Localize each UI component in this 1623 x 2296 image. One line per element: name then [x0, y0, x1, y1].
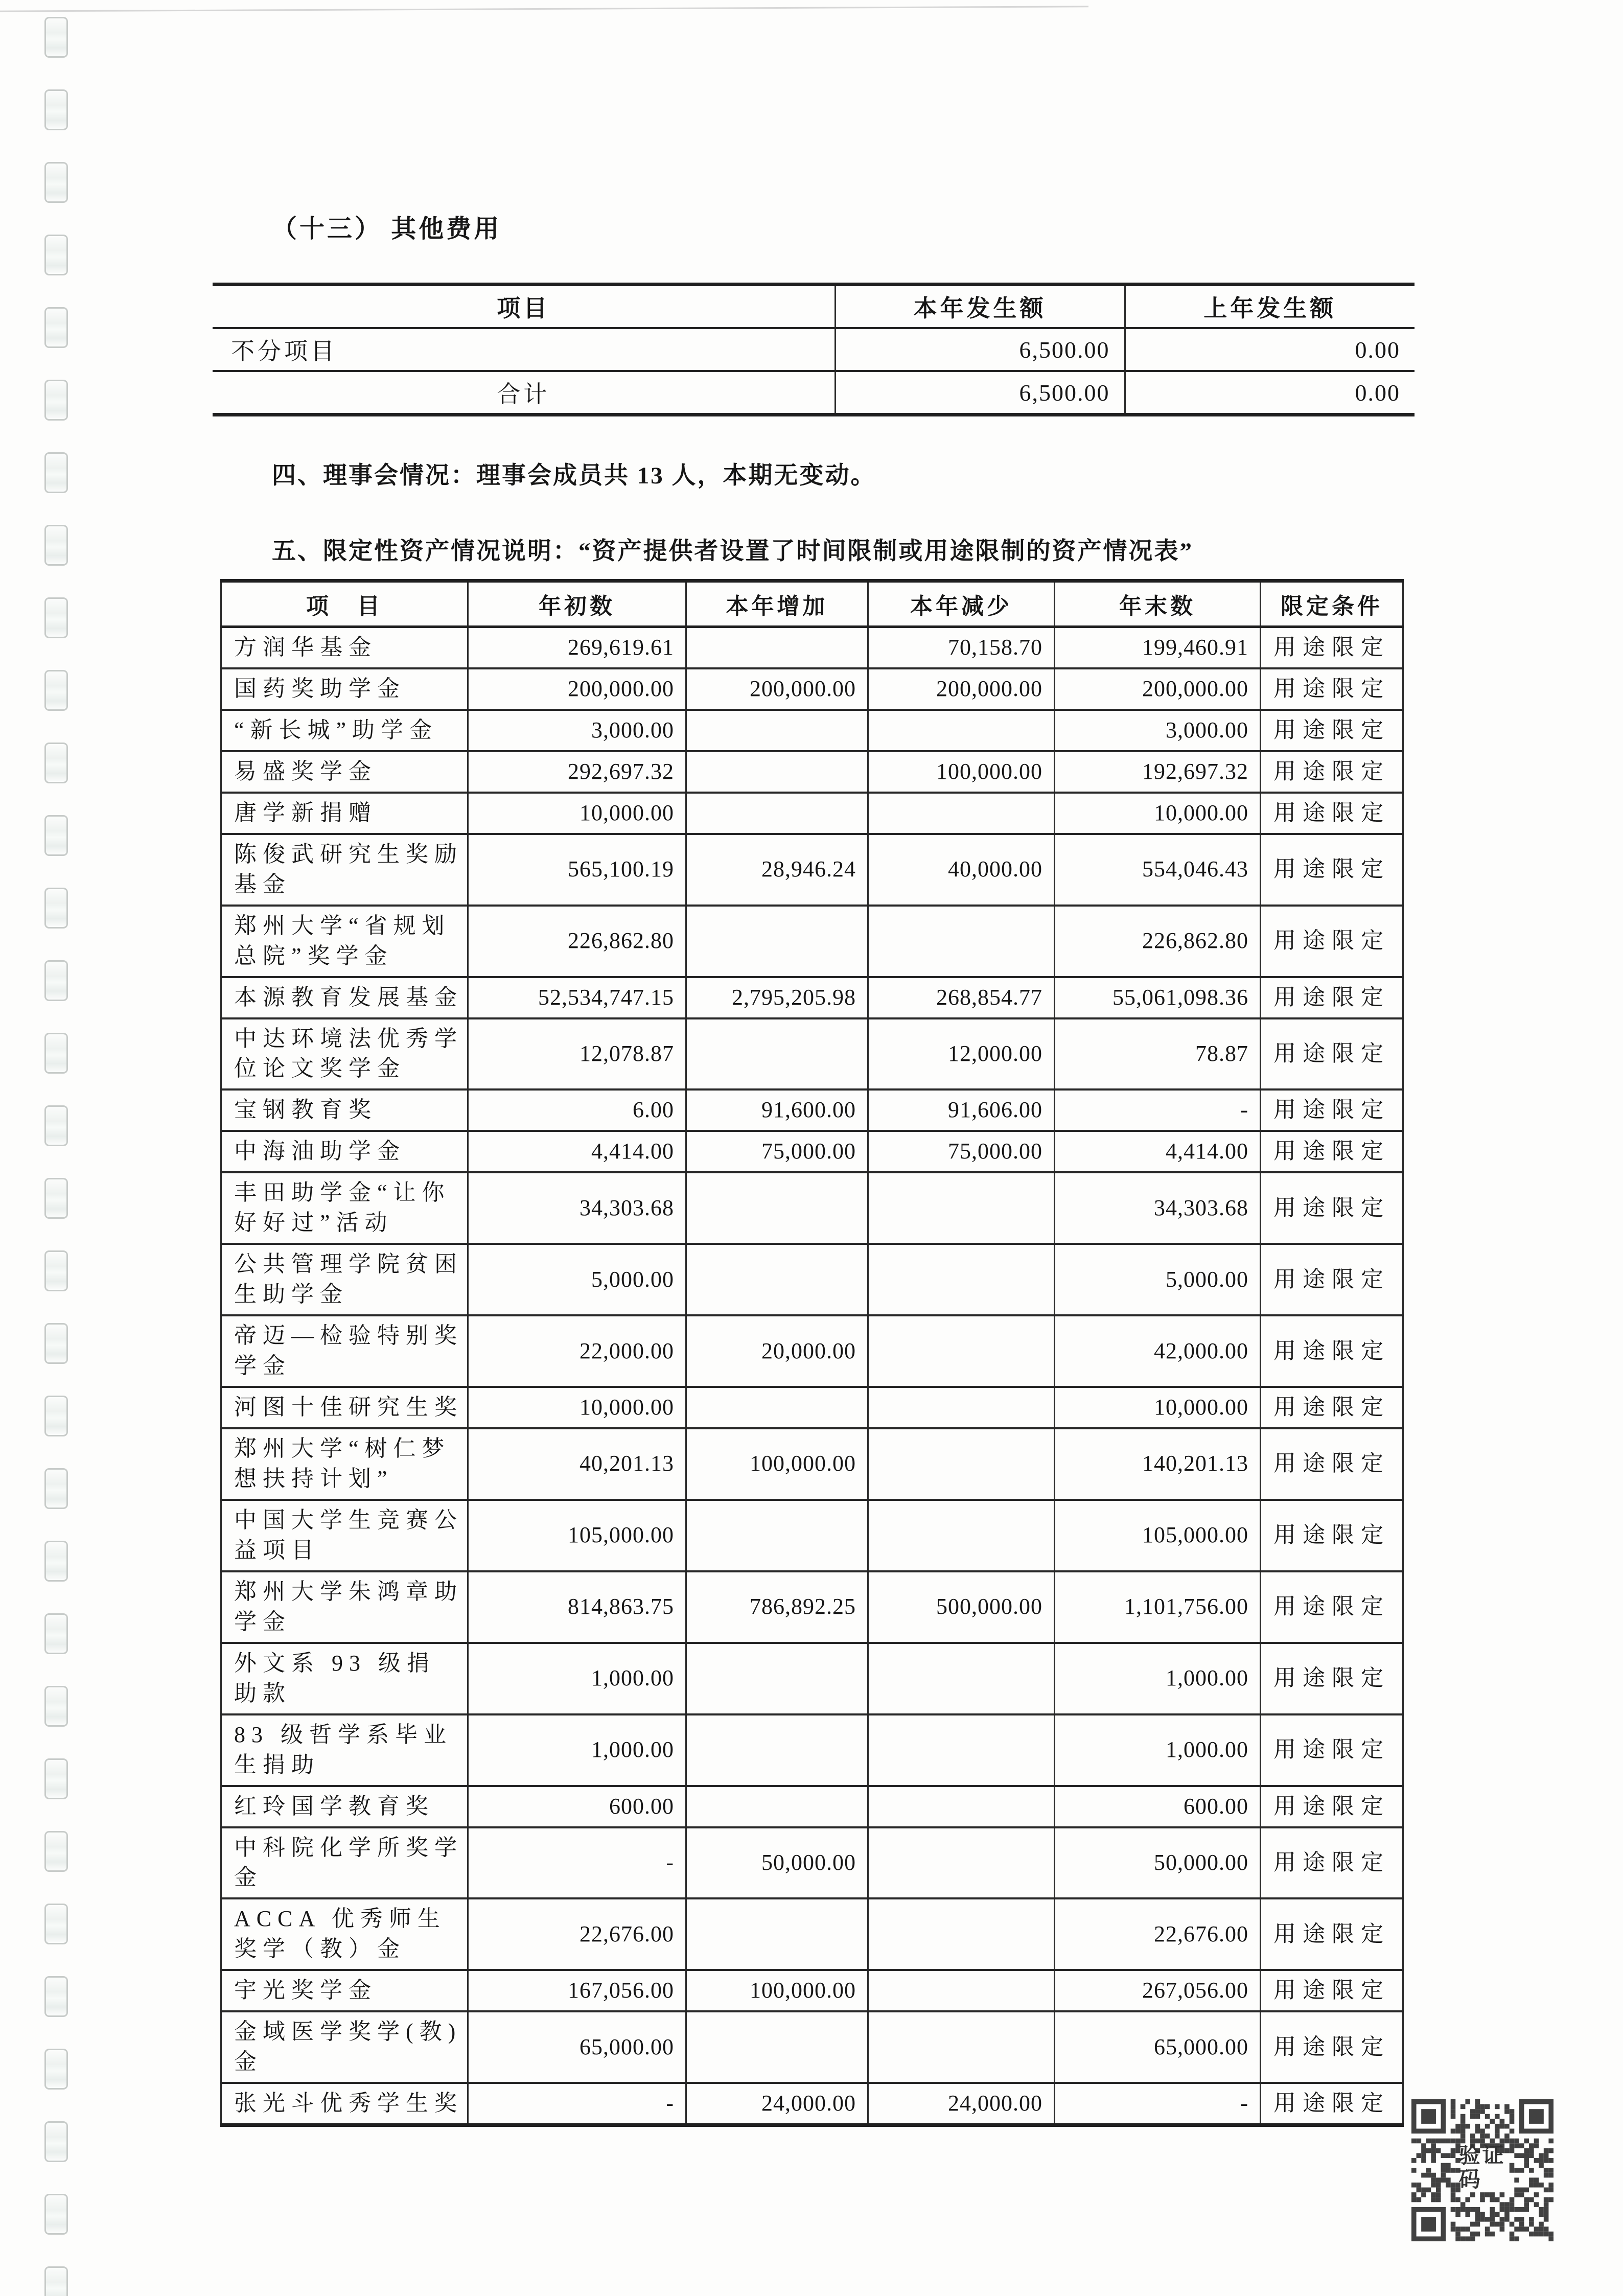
increase-amount: 75,000.00 — [686, 1131, 868, 1172]
restriction-type: 用途限定 — [1261, 1089, 1403, 1131]
prior-year-amount: 0.00 — [1125, 328, 1415, 371]
ending-balance: 1,000.00 — [1055, 1714, 1261, 1786]
ending-balance: 50,000.00 — [1055, 1827, 1261, 1899]
fund-name: 中国大学生竞赛公益项目 — [234, 1507, 463, 1563]
board-note: 四、理事会情况：理事会成员共 13 人，本期无变动。 — [272, 462, 876, 489]
beginning-balance: - — [468, 2083, 686, 2125]
table-row — [221, 1571, 1403, 1643]
binder-hole — [44, 525, 68, 566]
col-header-decrease: 本年减少 — [868, 581, 1055, 627]
beginning-balance: 52,534,747.15 — [468, 977, 686, 1018]
table-row — [221, 1172, 1403, 1244]
table-row — [221, 627, 1403, 668]
beginning-balance: 40,201.13 — [468, 1428, 686, 1500]
increase-amount — [686, 1643, 868, 1714]
binder-hole — [44, 1105, 68, 1146]
decrease-amount: 200,000.00 — [868, 668, 1055, 710]
table-row — [213, 328, 1415, 371]
ending-balance: - — [1055, 1089, 1261, 1131]
other-expenses-table — [213, 283, 1415, 416]
binder-hole — [44, 2121, 68, 2162]
beginning-balance: 565,100.19 — [468, 834, 686, 906]
table-row — [221, 1500, 1403, 1571]
table-row — [221, 906, 1403, 977]
expense-table-body — [213, 328, 1415, 415]
col-header-beginning-balance: 年初数 — [468, 581, 686, 627]
col-header-item: 项目 — [497, 295, 550, 321]
restriction-type: 用途限定 — [1261, 1428, 1403, 1500]
beginning-balance: 12,078.87 — [468, 1018, 686, 1090]
decrease-amount — [868, 1714, 1055, 1786]
fund-name: 郑州大学朱鸿章助学金 — [234, 1579, 463, 1634]
beginning-balance: 226,862.80 — [468, 906, 686, 977]
increase-amount: 2,795,205.98 — [686, 977, 868, 1018]
fund-name: 83 级哲学系毕业生捐助 — [234, 1722, 452, 1777]
increase-amount: 91,600.00 — [686, 1089, 868, 1131]
restriction-type: 用途限定 — [1261, 834, 1403, 906]
fund-name: 本源教育发展基金 — [234, 984, 463, 1010]
ending-balance: 226,862.80 — [1055, 906, 1261, 977]
expense-item: 不分项目 — [231, 338, 337, 364]
increase-amount — [686, 1387, 868, 1428]
binder-hole — [44, 743, 68, 783]
binder-hole — [44, 2049, 68, 2090]
increase-amount: 100,000.00 — [686, 1970, 868, 2011]
increase-amount — [686, 2011, 868, 2083]
increase-amount: 24,000.00 — [686, 2083, 868, 2125]
qr-code-label: 验证码 — [1458, 2144, 1506, 2192]
decrease-amount: 24,000.00 — [868, 2083, 1055, 2125]
restriction-type: 用途限定 — [1261, 906, 1403, 977]
ending-balance: 10,000.00 — [1055, 793, 1261, 834]
beginning-balance: 10,000.00 — [468, 1387, 686, 1428]
table-row — [221, 1643, 1403, 1714]
decrease-amount — [868, 1786, 1055, 1827]
scan-artifact-line — [0, 6, 1088, 12]
beginning-balance: 200,000.00 — [468, 668, 686, 710]
restriction-type: 用途限定 — [1261, 1970, 1403, 2011]
ending-balance: 1,101,756.00 — [1055, 1571, 1261, 1643]
table-header-row — [221, 581, 1403, 627]
ending-balance: 3,000.00 — [1055, 710, 1261, 751]
table-row — [221, 1315, 1403, 1387]
fund-name: 宝钢教育奖 — [234, 1097, 377, 1123]
binder-holes-strip — [44, 0, 68, 2296]
binder-hole — [44, 1033, 68, 1074]
binder-hole — [44, 307, 68, 348]
fund-name: 郑州大学“树仁梦想扶持计划” — [234, 1436, 451, 1491]
ending-balance: 65,000.00 — [1055, 2011, 1261, 2083]
restriction-type: 用途限定 — [1261, 710, 1403, 751]
fund-name: 河图十佳研究生奖 — [234, 1395, 463, 1420]
table-row — [221, 1244, 1403, 1315]
restriction-type: 用途限定 — [1261, 1786, 1403, 1827]
ending-balance: 140,201.13 — [1055, 1428, 1261, 1500]
expense-item: 合计 — [497, 381, 550, 407]
ending-balance: 267,056.00 — [1055, 1970, 1261, 2011]
table-row — [221, 1018, 1403, 1090]
table-row — [221, 2083, 1403, 2125]
restriction-type: 用途限定 — [1261, 1571, 1403, 1643]
beginning-balance: 22,000.00 — [468, 1315, 686, 1387]
increase-amount — [686, 1500, 868, 1571]
ending-balance: 105,000.00 — [1055, 1500, 1261, 1571]
beginning-balance: 600.00 — [468, 1786, 686, 1827]
table-row — [221, 1428, 1403, 1500]
fund-name: 郑州大学“省规划总院”奖学金 — [234, 913, 451, 968]
fund-name: 外文系 93 级捐助款 — [234, 1650, 435, 1706]
restriction-type: 用途限定 — [1261, 1131, 1403, 1172]
binder-hole — [44, 1250, 68, 1291]
beginning-balance: 292,697.32 — [468, 751, 686, 793]
increase-amount: 28,946.24 — [686, 834, 868, 906]
restriction-type: 用途限定 — [1261, 2011, 1403, 2083]
table-row — [221, 710, 1403, 751]
beginning-balance: 65,000.00 — [468, 2011, 686, 2083]
ending-balance: 554,046.43 — [1055, 834, 1261, 906]
increase-amount — [686, 1786, 868, 1827]
restriction-type: 用途限定 — [1261, 1172, 1403, 1244]
fund-name: 红玲国学教育奖 — [234, 1793, 434, 1819]
table-row — [221, 1786, 1403, 1827]
decrease-amount — [868, 1500, 1055, 1571]
binder-hole — [44, 1831, 68, 1872]
beginning-balance: 34,303.68 — [468, 1172, 686, 1244]
decrease-amount — [868, 1387, 1055, 1428]
ending-balance: 55,061,098.36 — [1055, 977, 1261, 1018]
decrease-amount — [868, 2011, 1055, 2083]
qr-code — [1411, 2098, 1554, 2242]
binder-hole — [44, 235, 68, 275]
ending-balance: 78.87 — [1055, 1018, 1261, 1090]
table-row — [221, 2011, 1403, 2083]
restriction-type: 用途限定 — [1261, 668, 1403, 710]
fund-name: 中达环境法优秀学位论文奖学金 — [234, 1026, 463, 1081]
restriction-type: 用途限定 — [1261, 1643, 1403, 1714]
fund-name: 帝迈—检验特别奖学金 — [234, 1323, 463, 1379]
beginning-balance: 167,056.00 — [468, 1970, 686, 2011]
ending-balance: 199,460.91 — [1055, 627, 1261, 668]
binder-hole — [44, 452, 68, 493]
table-row — [221, 1089, 1403, 1131]
beginning-balance: 6.00 — [468, 1089, 686, 1131]
increase-amount — [686, 1714, 868, 1786]
binder-hole — [44, 960, 68, 1001]
binder-hole — [44, 17, 68, 58]
beginning-balance: 269,619.61 — [468, 627, 686, 668]
binder-hole — [44, 1686, 68, 1727]
table-row — [221, 668, 1403, 710]
table-row — [213, 371, 1415, 415]
restriction-type: 用途限定 — [1261, 1244, 1403, 1315]
fund-name: 国药奖助学金 — [234, 676, 406, 701]
fund-name: “新长城”助学金 — [234, 717, 438, 743]
increase-amount — [686, 906, 868, 977]
fund-name: 中科院化学所奖学金 — [234, 1835, 463, 1890]
beginning-balance: 105,000.00 — [468, 1500, 686, 1571]
restriction-type: 用途限定 — [1261, 1714, 1403, 1786]
restriction-type: 用途限定 — [1261, 1387, 1403, 1428]
binder-hole — [44, 1613, 68, 1654]
restriction-type: 用途限定 — [1261, 1500, 1403, 1571]
restriction-type: 用途限定 — [1261, 1315, 1403, 1387]
fund-name: 公共管理学院贫困生助学金 — [234, 1251, 463, 1307]
ending-balance: 10,000.00 — [1055, 1387, 1261, 1428]
decrease-amount: 70,158.70 — [868, 627, 1055, 668]
col-header-current-year: 本年发生额 — [835, 285, 1125, 329]
binder-hole — [44, 1758, 68, 1799]
table-row — [221, 1714, 1403, 1786]
ending-balance: 1,000.00 — [1055, 1643, 1261, 1714]
col-header-increase: 本年增加 — [686, 581, 868, 627]
fund-name: 丰田助学金“让你好好过”活动 — [234, 1180, 451, 1236]
restricted-assets-note: 五、限定性资产情况说明：“资产提供者设置了时间限制或用途限制的资产情况表” — [272, 538, 1193, 565]
increase-amount — [686, 1898, 868, 1970]
increase-amount: 786,892.25 — [686, 1571, 868, 1643]
decrease-amount — [868, 1244, 1055, 1315]
binder-hole — [44, 1904, 68, 1944]
ending-balance: 600.00 — [1055, 1786, 1261, 1827]
binder-hole — [44, 888, 68, 929]
binder-hole — [44, 2266, 68, 2296]
table-row — [221, 1387, 1403, 1428]
prior-year-amount: 0.00 — [1125, 371, 1415, 415]
fund-name: ACCA 优秀师生奖学（教）金 — [234, 1906, 446, 1962]
increase-amount — [686, 1244, 868, 1315]
fund-name: 方润华基金 — [234, 635, 377, 660]
decrease-amount — [868, 1898, 1055, 1970]
restriction-type: 用途限定 — [1261, 751, 1403, 793]
fund-name: 张光斗优秀学生奖 — [234, 2091, 463, 2116]
restriction-type: 用途限定 — [1261, 1827, 1403, 1899]
increase-amount: 50,000.00 — [686, 1827, 868, 1899]
beginning-balance: - — [468, 1827, 686, 1899]
restriction-type: 用途限定 — [1261, 2083, 1403, 2125]
beginning-balance: 22,676.00 — [468, 1898, 686, 1970]
decrease-amount — [868, 1315, 1055, 1387]
binder-hole — [44, 815, 68, 856]
decrease-amount: 100,000.00 — [868, 751, 1055, 793]
decrease-amount — [868, 710, 1055, 751]
increase-amount — [686, 627, 868, 668]
binder-hole — [44, 1976, 68, 2017]
table-header-row — [213, 285, 1415, 329]
restriction-type: 用途限定 — [1261, 1018, 1403, 1090]
decrease-amount — [868, 1172, 1055, 1244]
fund-name: 唐学新捐赠 — [234, 800, 377, 825]
binder-hole — [44, 1178, 68, 1219]
decrease-amount: 91,606.00 — [868, 1089, 1055, 1131]
current-year-amount: 6,500.00 — [835, 328, 1125, 371]
ending-balance: 5,000.00 — [1055, 1244, 1261, 1315]
decrease-amount — [868, 1970, 1055, 2011]
beginning-balance: 10,000.00 — [468, 793, 686, 834]
decrease-amount: 40,000.00 — [868, 834, 1055, 906]
binder-hole — [44, 89, 68, 130]
fund-name: 易盛奖学金 — [234, 758, 377, 784]
binder-hole — [44, 597, 68, 638]
col-header-item: 项 目 — [306, 594, 383, 619]
ending-balance: - — [1055, 2083, 1261, 2125]
beginning-balance: 5,000.00 — [468, 1244, 686, 1315]
binder-hole — [44, 2194, 68, 2235]
col-header-prior-year: 上年发生额 — [1125, 285, 1415, 329]
binder-hole — [44, 380, 68, 421]
binder-hole — [44, 670, 68, 711]
restriction-type: 用途限定 — [1261, 1898, 1403, 1970]
binder-hole — [44, 1468, 68, 1509]
table-row — [221, 1898, 1403, 1970]
ending-balance: 200,000.00 — [1055, 668, 1261, 710]
table-row — [221, 834, 1403, 906]
increase-amount — [686, 793, 868, 834]
fund-name: 宇光奖学金 — [234, 1978, 377, 2003]
restricted-assets-table — [220, 579, 1404, 2127]
increase-amount — [686, 710, 868, 751]
increase-amount — [686, 1172, 868, 1244]
decrease-amount — [868, 906, 1055, 977]
table-row — [221, 751, 1403, 793]
ending-balance: 192,697.32 — [1055, 751, 1261, 793]
decrease-amount: 268,854.77 — [868, 977, 1055, 1018]
decrease-amount — [868, 1428, 1055, 1500]
binder-hole — [44, 1396, 68, 1436]
beginning-balance: 814,863.75 — [468, 1571, 686, 1643]
table-row — [221, 977, 1403, 1018]
binder-hole — [44, 1323, 68, 1364]
restricted-assets-body — [221, 627, 1403, 2125]
section-13-heading: （十三） 其他费用 — [272, 215, 502, 243]
fund-name: 中海油助学金 — [234, 1139, 406, 1164]
ending-balance: 4,414.00 — [1055, 1131, 1261, 1172]
ending-balance: 42,000.00 — [1055, 1315, 1261, 1387]
decrease-amount — [868, 1643, 1055, 1714]
restriction-type: 用途限定 — [1261, 793, 1403, 834]
decrease-amount — [868, 1827, 1055, 1899]
fund-name: 陈俊武研究生奖励基金 — [234, 841, 463, 897]
binder-hole — [44, 162, 68, 203]
beginning-balance: 1,000.00 — [468, 1643, 686, 1714]
increase-amount — [686, 751, 868, 793]
table-row — [221, 1970, 1403, 2011]
current-year-amount: 6,500.00 — [835, 371, 1125, 415]
fund-name: 金域医学奖学(教)金 — [234, 2019, 462, 2075]
decrease-amount: 500,000.00 — [868, 1571, 1055, 1643]
col-header-restriction: 限定条件 — [1261, 581, 1403, 627]
table-row — [221, 793, 1403, 834]
increase-amount — [686, 1018, 868, 1090]
decrease-amount: 75,000.00 — [868, 1131, 1055, 1172]
ending-balance: 22,676.00 — [1055, 1898, 1261, 1970]
beginning-balance: 3,000.00 — [468, 710, 686, 751]
restriction-type: 用途限定 — [1261, 627, 1403, 668]
increase-amount: 20,000.00 — [686, 1315, 868, 1387]
beginning-balance: 1,000.00 — [468, 1714, 686, 1786]
decrease-amount: 12,000.00 — [868, 1018, 1055, 1090]
beginning-balance: 4,414.00 — [468, 1131, 686, 1172]
table-row — [221, 1827, 1403, 1899]
decrease-amount — [868, 793, 1055, 834]
binder-hole — [44, 1541, 68, 1582]
increase-amount: 100,000.00 — [686, 1428, 868, 1500]
increase-amount: 200,000.00 — [686, 668, 868, 710]
table-row — [221, 1131, 1403, 1172]
ending-balance: 34,303.68 — [1055, 1172, 1261, 1244]
col-header-ending-balance: 年末数 — [1055, 581, 1261, 627]
restriction-type: 用途限定 — [1261, 977, 1403, 1018]
